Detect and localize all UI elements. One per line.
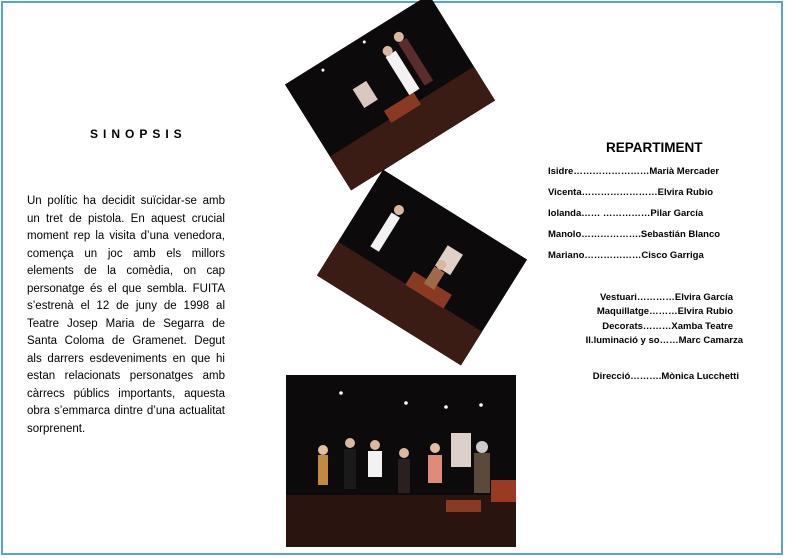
cast-row: Vicenta……………………Elvira Rubio: [548, 187, 714, 198]
synopsis-title: SINOPSIS: [90, 127, 187, 141]
crew-row: Maquillatge………Elvira Rubio: [596, 306, 733, 317]
cast-row: Manolo……………….Sebastián Blanco: [548, 229, 721, 240]
crew-row: Il.luminació y so……Marc Camarza: [585, 335, 743, 346]
stage-photo-3: [286, 375, 516, 547]
cast-title: REPARTIMENT: [606, 140, 703, 155]
cast-row: Iolanda…… ……………Pilar García: [548, 208, 704, 219]
synopsis-text: Un polític ha decidit suïcidar-se amb un tret de pistola. En aquest crucial moment rep la visita d’una venedora, comença un joc amb els millors elements de la comèdia, on cap personatge és el que sembla. FUITA s’estrenà el 12 de juny de 1998 al Teatre Josep Maria de Segarra de Santa Coloma de Gramenet. Degut als darrers esdeveniments en que hi estan relacionats personatges amb càrrecs públics importants, aquesta obra s’emmarca dintre d’una actualitat sorprenent.: [27, 195, 225, 435]
crew-row: Decorats………Xamba Teatre: [602, 321, 733, 332]
crew-row: Vestuari…………Elvira García: [599, 292, 733, 303]
cast-row: Isidre……………………Marià Mercader: [548, 166, 720, 177]
direction-credit: Direcció……….Mònica Lucchetti: [592, 371, 739, 382]
cast-row: Mariano………………Cisco Garriga: [548, 250, 704, 261]
